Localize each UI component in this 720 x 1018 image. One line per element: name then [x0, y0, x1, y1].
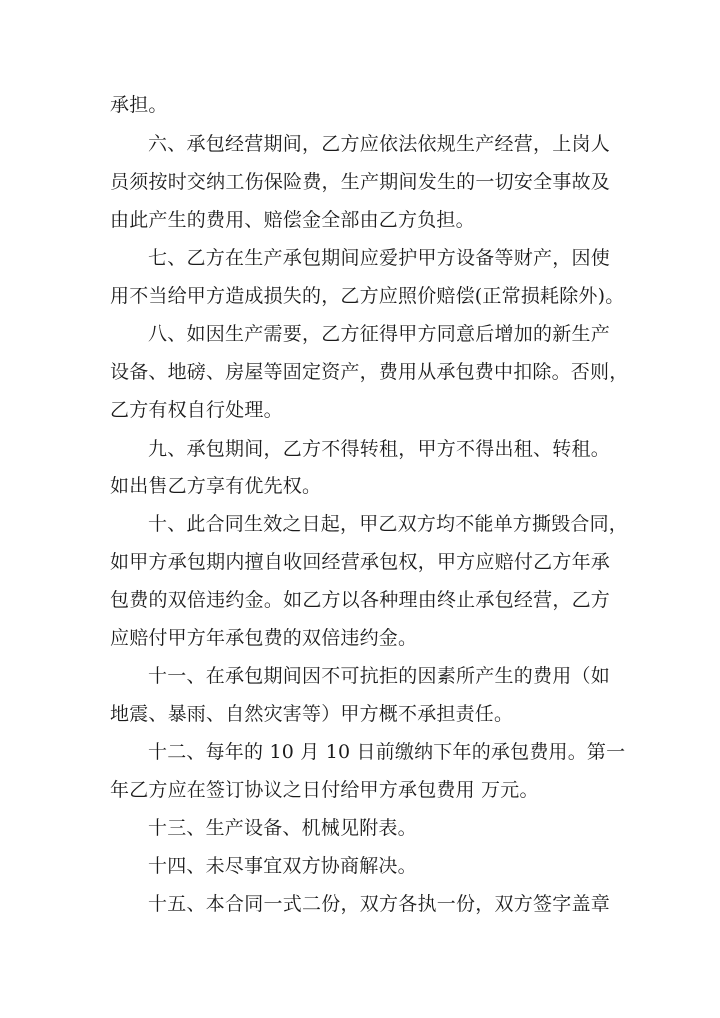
text-line: 七、乙方在生产承包期间应爱护甲方设备等财产，因使	[148, 247, 610, 269]
text-line: 包费的双倍违约金。如乙方以各种理由终止承包经营，乙方	[110, 589, 610, 611]
text-line: 八、如因生产需要，乙方征得甲方同意后增加的新生产	[148, 323, 610, 345]
text-line: 十二、每年的 10 月 10 日前缴纳下年的承包费用。第一	[148, 741, 626, 763]
text-line: 由此产生的费用、赔偿金全部由乙方负担。	[110, 209, 475, 231]
text-line: 应赔付甲方年承包费的双倍违约金。	[110, 627, 418, 649]
text-line: 员须按时交纳工伤保险费，生产期间发生的一切安全事故及	[110, 171, 610, 193]
text-line: 十三、生产设备、机械见附表。	[148, 817, 417, 839]
text-line: 乙方有权自行处理。	[110, 399, 283, 421]
text-line: 设备、地磅、房屋等固定资产，费用从承包费中扣除。否则，	[110, 361, 629, 383]
text-line: 用不当给甲方造成损失的，乙方应照价赔偿(正常损耗除外)。	[110, 285, 625, 307]
text-line: 承担。	[110, 94, 168, 116]
text-line: 如甲方承包期内擅自收回经营承包权，甲方应赔付乙方年承	[110, 551, 610, 573]
text-line: 九、承包期间，乙方不得转租，甲方不得出租、转租。	[148, 438, 610, 460]
text-line: 十、此合同生效之日起，甲乙双方均不能单方撕毁合同，	[148, 513, 629, 535]
text-line: 地震、暴雨、自然灾害等）甲方概不承担责任。	[110, 703, 514, 725]
text-line: 十一、在承包期间因不可抗拒的因素所产生的费用（如	[148, 665, 610, 687]
text-line: 十四、未尽事宜双方协商解决。	[148, 855, 417, 877]
text-line: 十五、本合同一式二份，双方各执一份，双方签字盖章	[148, 893, 610, 915]
text-line: 年乙方应在签订协议之日付给甲方承包费用 万元。	[110, 779, 539, 801]
text-line: 六、承包经营期间，乙方应依法依规生产经营，上岗人	[148, 133, 610, 155]
text-line: 如出售乙方享有优先权。	[110, 475, 322, 497]
